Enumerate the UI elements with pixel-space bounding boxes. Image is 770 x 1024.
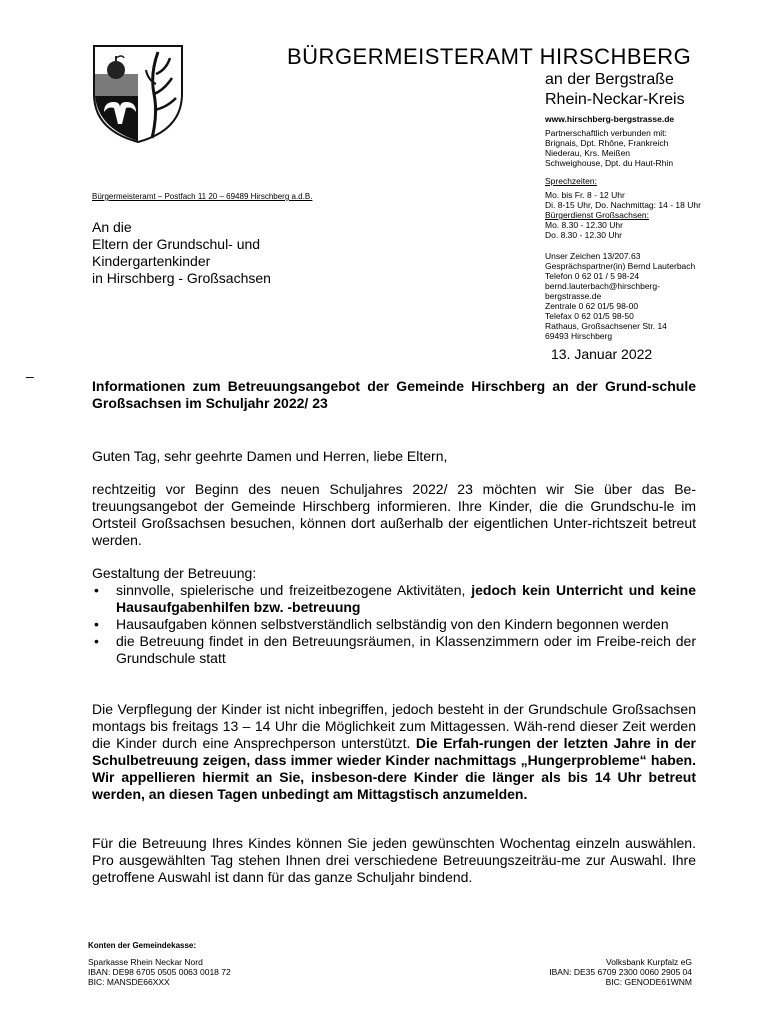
- office-hours: [545, 190, 701, 240]
- paragraph-care-design: [92, 565, 696, 667]
- website: www.hirschberg-bergstrasse.de: [545, 114, 675, 124]
- address-line: Kindergartenkinder: [92, 253, 211, 269]
- letterhead-title: BÜRGERMEISTERAMT HIRSCHBERG: [287, 44, 692, 69]
- recipient-address: [92, 219, 271, 287]
- list-item: • Hausaufgaben können selbstverständlich selbständig von den Kindern begonnen werden: [116, 616, 696, 633]
- partner-line: Brignais, Dpt. Rhône, Frankreich: [545, 138, 669, 148]
- bank-line: BIC: MANSDE66XXX: [88, 977, 170, 987]
- contact-line: Unser Zeichen 13/207.63: [545, 251, 641, 261]
- bank-line: IBAN: DE35 6709 2300 0060 2905 04: [549, 967, 692, 977]
- letterhead-subtitle-2: Rhein-Neckar-Kreis: [545, 91, 685, 108]
- coat-of-arms-icon: [92, 44, 184, 144]
- bank-line: IBAN: DE98 6705 0505 0063 0018 72: [88, 967, 231, 977]
- contact-line: bernd.lauterbach@hirschberg-: [545, 281, 660, 291]
- footer-bank-right: [549, 957, 692, 987]
- paragraph-selection: Für die Betreuung Ihres Kindes können Sie jeden gewünschten Wochentag einzeln auswählen. Pro ausgewählten Tag stehen Ihnen drei verschiedene Betreuungszeiträu-me zur Auswahl. Ihre getroffene Auswahl ist dann für das ganze Schuljahr bindend.: [92, 835, 696, 885]
- office-hours-heading: Sprechzeiten:: [545, 176, 597, 186]
- bank-line: Volksbank Kurpfalz eG: [606, 957, 692, 967]
- contact-line: bergstrasse.de: [545, 291, 602, 301]
- bank-line: Sparkasse Rhein Neckar Nord: [88, 957, 203, 967]
- paragraph-meals: Die Verpflegung der Kinder ist nicht inbegriffen, jedoch besteht in der Grundschule Großsachsen montags bis freitags 13 – 14 Uhr die Möglichkeit zum Mittagessen. Wäh-rend dieser Zeit werden die Kinder durch eine Ansprechperson unterstützt. Die Erfah-rungen der letzten Jahre in der Schulbetreuung zeigen, dass immer wieder Kinder nachmittags „Hungerprobleme“ haben. Wir appellieren hiermit an Sie, insbeson-dere Kinder die länger als bis 14 Uhr betreut werden, an diesen Tagen unbedingt am Mittagstisch anzumelden.: [92, 701, 696, 802]
- partner-line: Niederau, Krs. Meißen: [545, 148, 631, 158]
- address-line: Eltern der Grundschul- und: [92, 236, 261, 252]
- sender-return-line: Bürgermeisteramt – Postfach 11 20 – 69489 Hirschberg a.d.B.: [92, 192, 313, 201]
- contact-line: Rathaus, Großsachsener Str. 14: [545, 321, 667, 331]
- salutation: Guten Tag, sehr geehrte Damen und Herren, liebe Eltern,: [92, 448, 448, 464]
- contact-block: [545, 251, 695, 341]
- address-line: in Hirschberg - Großsachsen: [92, 270, 271, 286]
- hours-line: Do. 8.30 - 12.30 Uhr: [545, 230, 623, 240]
- bullet-list: [92, 582, 696, 667]
- footer-bank-left: [88, 957, 231, 987]
- partner-line: Schweighouse, Dpt. du Haut-Rhin: [545, 158, 674, 168]
- bank-line: BIC: GENODE61WNM: [605, 977, 692, 987]
- contact-line: Gesprächspartner(in) Bernd Lauterbach: [545, 261, 696, 271]
- partner-line: Partnerschaftlich verbunden mit:: [545, 128, 667, 138]
- address-line: An die: [92, 219, 132, 235]
- hours-line: Di. 8-15 Uhr, Do. Nachmittag: 14 - 18 Uhr: [545, 200, 701, 210]
- contact-line: 69493 Hirschberg: [545, 331, 613, 341]
- hours-line: Mo. 8.30 - 12.30 Uhr: [545, 220, 623, 230]
- list-item: • die Betreuung findet in den Betreuungsräumen, in Klassenzimmern oder im Freibe-reich der Grundschule statt: [116, 633, 696, 667]
- hours-line: Mo. bis Fr. 8 - 12 Uhr: [545, 190, 625, 200]
- paragraph-intro: rechtzeitig vor Beginn des neuen Schuljahres 2022/ 23 möchten wir Sie über das Be-treuungsangebot der Gemeinde Hirschberg informieren. Ihre Kinder, die die Grundschu-le im Ortsteil Großsachsen besuchen, können dort außerhalb der eigentlichen Unter-richtszeit betreut werden.: [92, 481, 696, 548]
- subject-line: Informationen zum Betreuungsangebot der Gemeinde Hirschberg an der Grund-schule Großsachsen im Schuljahr 2022/ 23: [92, 378, 696, 411]
- letterhead-subtitle-1: an der Bergstraße: [545, 71, 674, 88]
- list-item: • sinnvolle, spielerische und freizeitbezogene Aktivitäten, jedoch kein Unterricht und keine Hausaufgabenhilfen bzw. -betreuung: [116, 582, 696, 616]
- branch-office-heading: Bürgerdienst Großsachsen:: [545, 210, 649, 220]
- footer-heading: Konten der Gemeindekasse:: [88, 941, 197, 950]
- fold-mark: –: [26, 368, 34, 384]
- contact-line: Telefax 0 62 01/5 98-50: [545, 311, 634, 321]
- partner-towns: [545, 128, 673, 168]
- letter-date: 13. Januar 2022: [551, 346, 653, 362]
- list-intro: Gestaltung der Betreuung:: [92, 565, 257, 581]
- contact-line: Zentrale 0 62 01/5 98-00: [545, 301, 639, 311]
- contact-line: Telefon 0 62 01 / 5 98-24: [545, 271, 640, 281]
